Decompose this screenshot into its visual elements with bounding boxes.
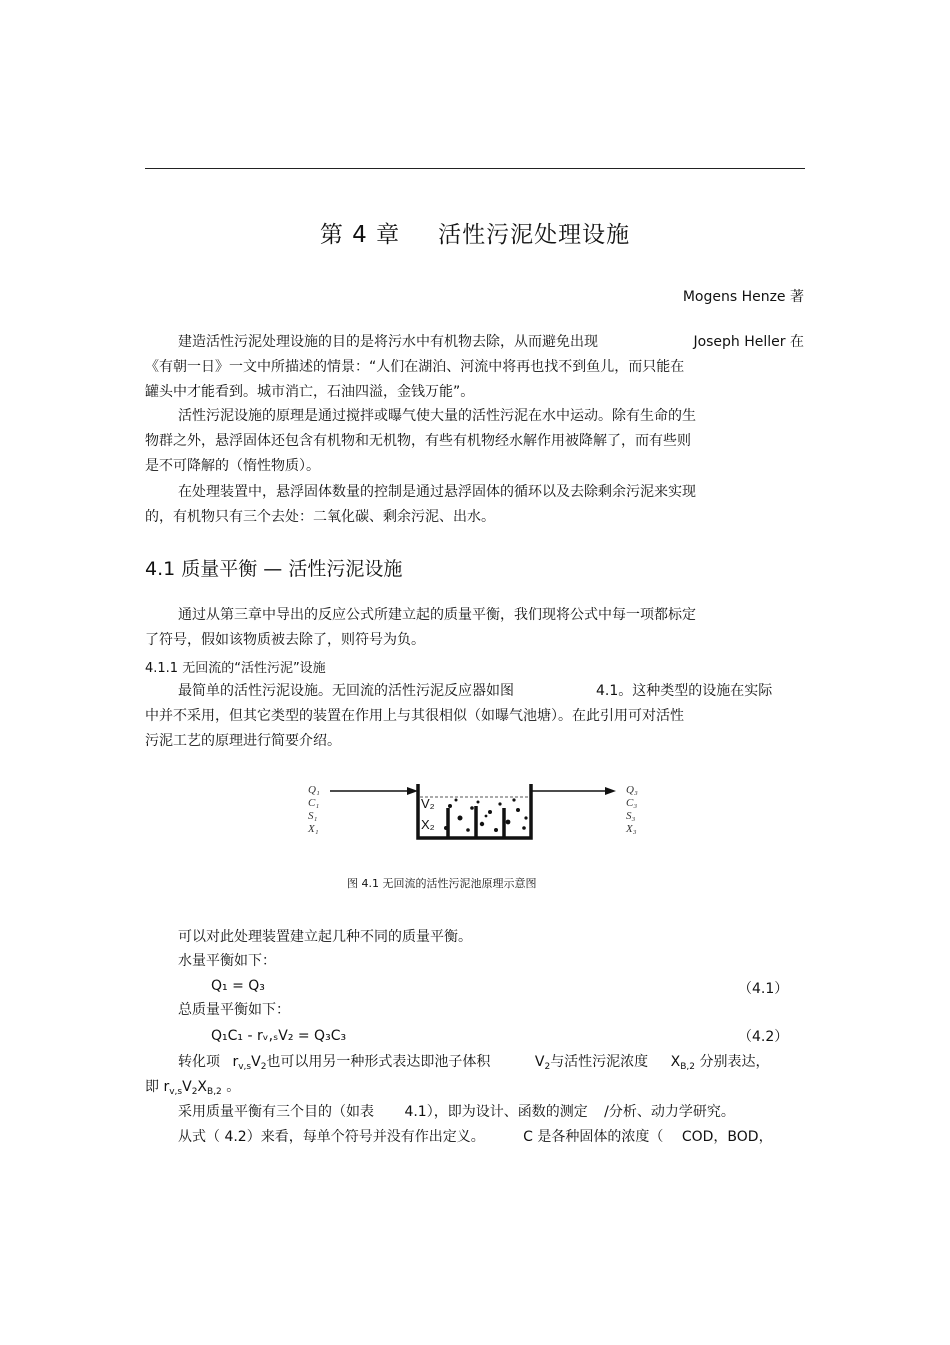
outlet-arrow-head xyxy=(605,787,616,795)
inlet-label-x: X₁ xyxy=(308,823,319,835)
tank-volume-symbol: $V_2$ xyxy=(534,1054,551,1072)
balance-line4-a: 转化项 xyxy=(178,1054,220,1070)
balance-line5-a: 即 xyxy=(145,1079,159,1095)
outlet-label-q: Q₃ xyxy=(626,784,638,796)
equation-4-1-number: （4.1） xyxy=(738,981,789,997)
section-p2-line1a: 最简单的活性污泥设施。无回流的活性污泥反应器如图 xyxy=(178,683,514,699)
header-rule xyxy=(145,168,805,169)
reactor-diagram xyxy=(300,778,650,840)
balance-line2: 水量平衡如下： xyxy=(178,953,276,969)
outlet-label-s: S₃ xyxy=(626,810,636,822)
balance-line4-b: 也可以用另一种形式表达即池子体积 xyxy=(266,1054,491,1070)
intro-p3-line2: 的，有机物只有三个去处：二氧化碳、剩余污泥、出水。 xyxy=(145,509,495,525)
equation-4-1: Q₁ = Q₃ xyxy=(211,978,265,994)
balance-line7-b: C 是各种固体的浓度（ xyxy=(523,1129,664,1145)
intro-p2-line3: 是不可降解的（惰性物质）。 xyxy=(145,458,320,474)
balance-line7-c: COD，BOD， xyxy=(681,1129,773,1145)
outlet-label-x: X₃ xyxy=(626,823,637,835)
subsection-heading: 4.1.1 无回流的“活性污泥”设施 xyxy=(145,661,326,676)
balance-line4 xyxy=(178,1050,769,1079)
tank-volume-label: V₂ xyxy=(421,796,435,811)
tank-sludge-label: X₂ xyxy=(421,817,435,832)
balance-line3: 总质量平衡如下： xyxy=(178,1002,290,1018)
author: Mogens Henze 著 xyxy=(682,289,804,305)
equation-4-2: Q₁C₁ - rᵥ,ₛV₂ = Q₃C₃ xyxy=(211,1028,347,1044)
inlet-label-c: C₁ xyxy=(308,797,320,809)
conversion-expression: $r_{v,s}V_2X_{B,2}$ xyxy=(163,1079,222,1097)
intro-p1-line3: 罐头中才能看到。城市消亡，石油四溢，金钱万能”。 xyxy=(145,384,475,400)
figure-caption: 图 4.1 无回流的活性污泥池原理示意图 xyxy=(347,877,537,890)
intro-p3-line1: 在处理装置中，悬浮固体数量的控制是通过悬浮固体的循环以及去除剩余污泥来实现 xyxy=(178,484,696,500)
intro-p2-line2: 物群之外，悬浮固体还包含有机物和无机物，有些有机物经水解作用被降解了，而有些则 xyxy=(145,433,691,449)
chapter-name: 活性污泥处理设施 xyxy=(438,222,631,248)
inlet-label-s: S₁ xyxy=(308,810,318,822)
intro-p2-line1: 活性污泥设施的原理是通过搅拌或曝气使大量的活性污泥在水中运动。除有生命的生 xyxy=(178,408,696,424)
balance-line4-c: 与活性污泥浓度 xyxy=(550,1054,649,1070)
section-p2-line1b: 4.1。这种类型的设施在实际 xyxy=(596,683,773,699)
aerators xyxy=(448,806,504,838)
conversion-term: $r_{v,s}V_2$ xyxy=(232,1054,267,1072)
balance-line7 xyxy=(178,1125,773,1149)
equation-4-2-number: （4.2） xyxy=(738,1029,789,1045)
sludge-particles xyxy=(444,798,528,832)
section-p1-line1: 通过从第三章中导出的反应公式所建立起的质量平衡，我们现将公式中每一项都标定 xyxy=(178,607,696,623)
balance-line4-d: 分别表达， xyxy=(699,1054,770,1070)
section-p2-line2: 中并不采用，但其它类型的装置在作用上与其很相似（如曝气池塘）。在此引用可对活性 xyxy=(145,708,684,724)
section-p1-line2: 了符号，假如该物质被去除了，则符号为负。 xyxy=(145,632,425,648)
chapter-title xyxy=(0,216,950,249)
balance-line6-a: 采用质量平衡有三个目的（如表 xyxy=(178,1104,374,1120)
balance-line5-b: 。 xyxy=(226,1079,241,1095)
balance-line1: 可以对此处理装置建立起几种不同的质量平衡。 xyxy=(178,929,472,945)
intro-p1-line1a: 建造活性污泥处理设施的目的是将污水中有机物去除，从而避免出现 xyxy=(178,334,598,350)
balance-line7-a: 从式（ 4.2）来看，每单个符号并没有作出定义。 xyxy=(178,1129,485,1145)
balance-line6 xyxy=(178,1100,735,1124)
outlet-label-c: C₃ xyxy=(626,797,638,809)
balance-line6-c: /分析、动力学研究。 xyxy=(604,1104,735,1120)
sludge-concentration-symbol: $X_{B,2}$ xyxy=(670,1054,695,1072)
intro-p1-line1b: Joseph Heller 在 xyxy=(693,334,804,350)
intro-p1-line2: 《有朝一日》一文中所描述的情景：“人们在湖泊、河流中将再也找不到鱼儿，而只能在 xyxy=(145,359,685,375)
chapter-number: 第 4 章 xyxy=(319,222,401,248)
section-heading: 4.1 质量平衡 — 活性污泥设施 xyxy=(145,558,403,580)
balance-line6-b: 4.1），即为设计、函数的测定 xyxy=(404,1104,588,1120)
inlet-label-q: Q₁ xyxy=(308,784,320,796)
section-p2-line3: 污泥工艺的原理进行简要介绍。 xyxy=(145,733,341,749)
